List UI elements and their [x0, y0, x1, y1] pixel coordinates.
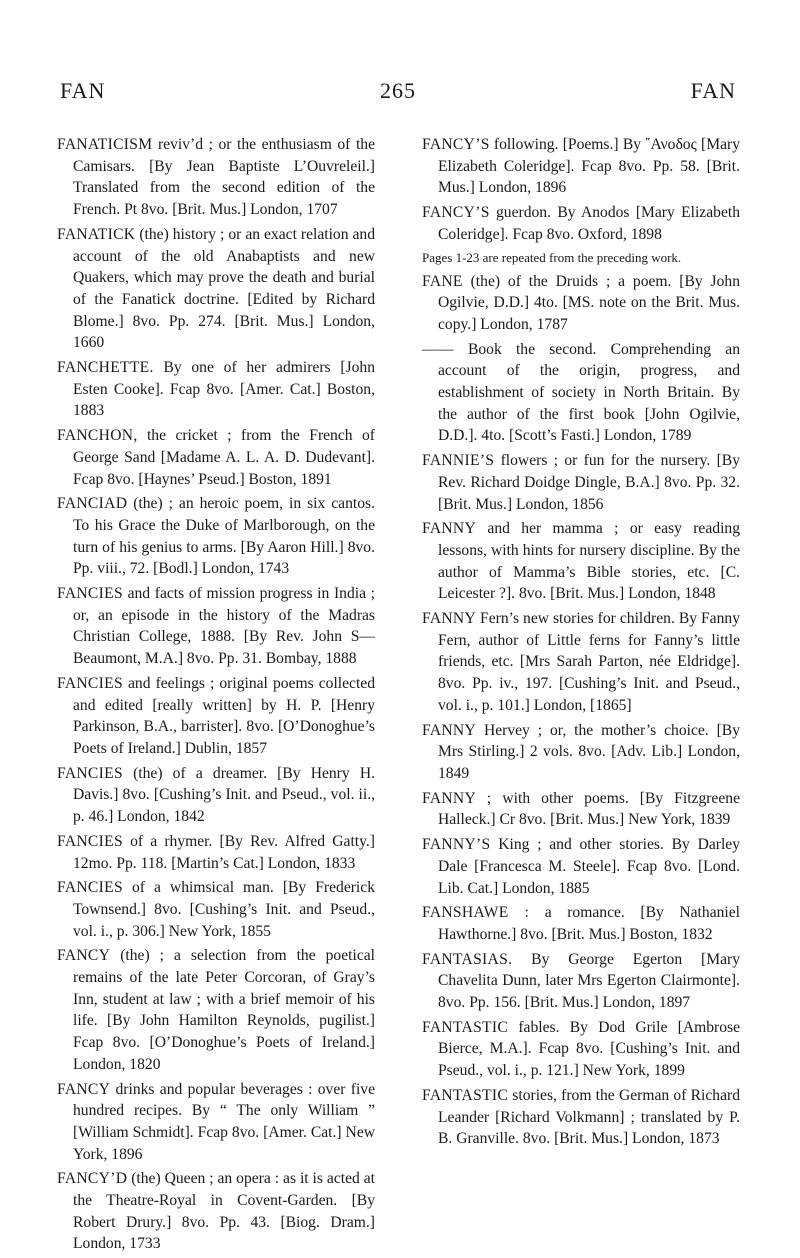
- bibliography-entry: [57, 493, 375, 580]
- entry-headword: FANCY’S: [422, 204, 490, 222]
- entry-note: Pages 1-23 are repeated from the preceding work.: [422, 249, 682, 265]
- bibliography-entry: [57, 1168, 375, 1255]
- bibliography-entry: [57, 425, 375, 490]
- bibliography-entry: [422, 518, 740, 605]
- entry-body: reviv’d ; or the enthusiasm of the Camisars. [By Jean Baptiste L’Ouvreleil.] Translated from the second edition of the French. Pt 8vo. [Brit. Mus.] London, 1707: [73, 136, 375, 219]
- right-column: [422, 134, 740, 1153]
- entry-headword: FANCIES: [57, 879, 123, 897]
- entry-headword: FANNIE’S: [422, 452, 495, 470]
- entry-headword: FANCIES: [57, 674, 123, 692]
- entry-headword: FANCIES: [57, 764, 123, 782]
- entry-body: following. [Poems.] By ῎Ανοδος [Mary Elizabeth Coleridge]. Fcap 8vo. Pp. 58. [Brit. Mus.] London, 1896: [438, 136, 740, 197]
- entry-headword: FANNY’S: [422, 836, 491, 854]
- entry-headword: FANSHAWE :: [422, 904, 530, 922]
- bibliography-entry: [422, 271, 740, 336]
- bibliography-entry: [57, 831, 375, 874]
- entry-body: Fern’s new stories for children. By Fanny Fern, author of Little ferns for Fanny’s little friends, etc. [Mrs Sarah Parton, née Eldridge]. 8vo. Pp. iv., 197. [Cushing’s Init. and Pseud., vol. i., p. 101.] London, [1865]: [438, 610, 740, 714]
- entry-body: Hervey ; or, the mother’s choice. [By Mrs Stirling.] 2 vols. 8vo. [Adv. Lib.] London, 1849: [438, 721, 740, 782]
- left-column: [57, 134, 375, 1258]
- bibliography-entry: [57, 673, 375, 760]
- entry-body: (the) of a dreamer. [By Henry H. Davis.] 8vo. [Cushing’s Init. and Pseud., vol. ii., p. 46.] London, 1842: [73, 764, 375, 826]
- entry-body: (the) Queen ; an opera : as it is acted at the Theatre-Royal in Covent-Garden. [By Robert Drury.] 8vo. Pp. 43. [Biog. Dram.] London, 1733: [73, 1170, 375, 1253]
- entry-body: flowers ; or fun for the nursery. [By Rev. Richard Doidge Dingle, B.A.] 8vo. Pp. 32. [Brit. Mus.] London, 1856: [438, 452, 740, 513]
- entry-headword: ——: [422, 340, 454, 358]
- bibliography-entry: [57, 134, 375, 221]
- bibliography-entry: [57, 224, 375, 354]
- bibliography-entry: [422, 1017, 740, 1082]
- entry-headword: FANCHON,: [57, 427, 138, 445]
- bibliography-entry: [57, 1079, 375, 1166]
- entry-body: stories, from the German of Richard Leander [Richard Volkmann] ; translated by P. B. Granville. 8vo. [Brit. Mus.] London, 1873: [438, 1086, 740, 1148]
- entry-headword: FANE: [422, 272, 463, 290]
- bibliography-entry: [57, 877, 375, 942]
- entry-headword: FANTASTIC: [422, 1018, 509, 1036]
- entry-headword: FANCIES: [57, 832, 123, 850]
- entry-headword: FANNY: [422, 610, 477, 628]
- entry-headword: FANCY: [57, 947, 111, 965]
- bibliography-entry: [422, 834, 740, 899]
- entry-body: the cricket ; from the French of George Sand [Madame A. L. A. D. Dudevant]. Fcap 8vo. [Haynes’ Pseud.] Boston, 1891: [73, 427, 375, 488]
- entry-body: and feelings ; original poems collected and edited [really written] by H. P. [Henry Parkinson, B.A., barrister]. 8vo. [O’Donoghue’s Poets of Ireland.] Dublin, 1857: [73, 674, 375, 757]
- bibliography-entry: [422, 788, 740, 831]
- entry-body: (the) of the Druids ; a poem. [By John Ogilvie, D.D.] 4to. [MS. note on the Brit. Mus. copy.] London, 1787: [438, 272, 740, 333]
- entry-body: King ; and other stories. By Darley Dale [Francesca M. Steele]. Fcap 8vo. [Lond. Lib. Cat.] London, 1885: [438, 836, 740, 897]
- entry-headword: FANNY: [422, 520, 477, 538]
- entry-body: of a rhymer. [By Rev. Alfred Gatty.] 12mo. Pp. 118. [Martin’s Cat.] London, 1833: [73, 832, 375, 872]
- entry-body: with other poems. [By Fitzgreene Halleck.] Cr 8vo. [Brit. Mus.] New York, 1839: [438, 789, 740, 829]
- entry-body: guerdon. By Anodos [Mary Elizabeth Coleridge]. Fcap 8vo. Oxford, 1898: [438, 204, 740, 243]
- entry-headword: FANTASTIC: [422, 1086, 509, 1104]
- entry-body: (the) ; an heroic poem, in six cantos. To his Grace the Duke of Marlborough, on the turn of his genius to arms. [By Aaron Hill.] 8vo. Pp. viii., 72. [Bodl.] London, 1743: [73, 495, 375, 578]
- entry-body: drinks and popular beverages : over five hundred recipes. By “ The only William ” [William Schmidt]. Fcap 8vo. [Amer. Cat.] New York, 1896: [73, 1080, 375, 1163]
- entry-body: fables. By Dod Grile [Ambrose Bierce, M.A.]. Fcap 8vo. [Cushing’s Init. and Pseud., vol. i., p. 121.] New York, 1899: [438, 1018, 740, 1080]
- entry-body: Book the second. Comprehending an account of the origin, progress, and establishment of society in North Britain. By the author of the first book [John Ogilvie, D.D.]. 4to. [Scott’s Fasti.] London, 1789: [438, 340, 740, 445]
- running-header: [60, 70, 736, 110]
- entry-headword: FANNY ;: [422, 789, 492, 807]
- bibliography-entry: [57, 763, 375, 828]
- entry-body: By one of her admirers [John Esten Cooke]. Fcap 8vo. [Amer. Cat.] Boston, 1883: [73, 359, 375, 420]
- entry-headword: FANCIES: [57, 585, 123, 603]
- entry-headword: FANATICK: [57, 225, 136, 243]
- bibliography-entry: [422, 339, 740, 448]
- bibliography-entry: [422, 949, 740, 1014]
- bibliography-entry: [422, 902, 740, 945]
- entry-headword: FANCIAD: [57, 495, 128, 513]
- entry-body: of a whimsical man. [By Frederick Townsend.] 8vo. [Cushing’s Init. and Pseud., vol. i., p. 306.] New York, 1855: [73, 879, 375, 940]
- bibliography-entry: [422, 134, 740, 199]
- entry-body: and facts of mission progress in India ; or, an episode in the history of the Madras Christian College, 1888. [By Rev. John S— Beaumont, M.A.] 8vo. Pp. 31. Bombay, 1888: [73, 585, 375, 668]
- bibliography-entry: [422, 720, 740, 785]
- bibliography-entry: [422, 202, 740, 245]
- entry-headword: FANATICISM: [57, 136, 153, 153]
- entry-body: (the) history ; or an exact relation and account of the old Anabaptists and new Quakers, which may prove the death and burial of the Fanatick doctrine. [Edited by Richard Blome.] 8vo. Pp. 274. [Brit. Mus.] London, 1660: [73, 225, 375, 352]
- bibliography-entry: [422, 608, 740, 717]
- bibliography-entry: [57, 945, 375, 1075]
- bibliography-entry: [422, 1085, 740, 1150]
- header-right: FAN: [690, 78, 736, 103]
- page-number: 265: [380, 78, 416, 103]
- bibliography-entry: [57, 357, 375, 422]
- entry-headword: FANCY’D: [57, 1170, 128, 1188]
- entry-headword: FANCY: [57, 1080, 111, 1098]
- entry-body: and her mamma ; or easy reading lessons, with hints for nursery discipline. By the author of Mamma’s Bible stories, etc. [C. Leicester ?]. 8vo. [Brit. Mus.] London, 1848: [438, 520, 740, 603]
- header-left: FAN: [60, 78, 106, 103]
- entry-body: By George Egerton [Mary Chavelita Dunn, later Mrs Egerton Clairmonte]. 8vo. Pp. 156. [Brit. Mus.] London, 1897: [438, 950, 740, 1012]
- bibliography-entry: [57, 583, 375, 670]
- entry-headword: FANTASIAS.: [422, 950, 513, 968]
- entry-headword: FANCHETTE.: [57, 359, 154, 377]
- entry-headword: FANCY’S: [422, 136, 490, 153]
- entry-body: (the) ; a selection from the poetical remains of the late Peter Corcoran, of Gray’s Inn, student at law ; with a brief memoir of his life. [By John Hamilton Reynolds, pugilist.] Fcap 8vo. [O’Donoghue’s Poets of Ireland.] London, 1820: [73, 947, 375, 1073]
- bibliography-entry: [422, 450, 740, 515]
- entry-headword: FANNY: [422, 721, 477, 739]
- entry-body: a romance. [By Nathaniel Hawthorne.] 8vo. [Brit. Mus.] Boston, 1832: [438, 904, 740, 943]
